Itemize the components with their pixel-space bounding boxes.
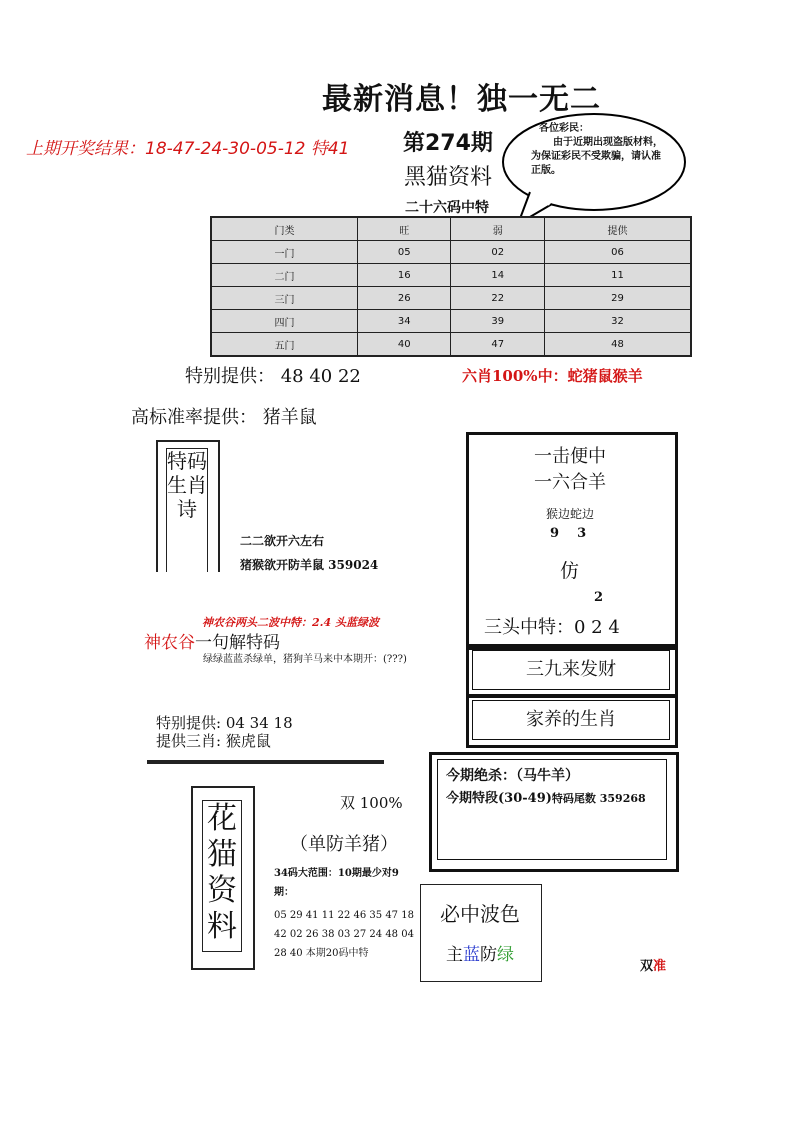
table-cell: 06 (545, 241, 691, 264)
table-cell: 48 (545, 333, 691, 357)
yiji-line1: 一击便中 (534, 446, 606, 467)
shennonggu-suffix: 一句解特码 (195, 633, 280, 653)
yiji-line7: 三头中特：0 2 4 (484, 617, 620, 638)
shuangzhun-b: 准 (653, 959, 667, 974)
kill-a: 今期特段 (446, 791, 499, 806)
bizhong-lan: 蓝 (463, 945, 480, 965)
table-row (211, 241, 691, 264)
table-cell: 二门 (211, 264, 357, 287)
table-cell: 40 (357, 333, 451, 357)
sanjiu-text: 三九来发财 (472, 650, 670, 690)
huamao-range: 34码大范围：10期最少对9期： (274, 868, 399, 898)
kill-line1: 今期绝杀：（马牛羊） (446, 768, 579, 784)
yiji-line4: 9 3 (550, 526, 587, 541)
table-cell: 26 (357, 287, 451, 310)
huamao-shuang: 双 100% (340, 794, 403, 812)
table-header-row (211, 217, 691, 241)
table-row (211, 287, 691, 310)
table-header: 门类 (211, 217, 357, 241)
table-cell: 29 (545, 287, 691, 310)
table-cell: 一门 (211, 241, 357, 264)
source-name: 黑猫资料 (404, 165, 493, 190)
table-cell: 三门 (211, 287, 357, 310)
shennonggu-desc: 绿绿蓝蓝杀绿单，猪狗羊马来中本期开：(???) (203, 654, 407, 665)
bizhong-fang: 防 (480, 945, 497, 965)
bizhong-zhu: 主 (446, 945, 463, 965)
huamao-danfang: （单防羊猪） (290, 834, 398, 855)
shennonggu-red-line: 神农谷两头二波中特：2.4 头蓝绿波 (202, 616, 379, 629)
special-offer-2: 特别提供: 04 34 18 (156, 714, 293, 732)
bubble-text (531, 122, 663, 178)
six-xiao: 六肖100%中：蛇猪鼠猴羊 (462, 367, 643, 385)
bizhong-main (420, 940, 540, 965)
shuangzhun (640, 955, 666, 974)
shennonggu-name: 神农谷 (144, 633, 195, 653)
table-cell: 34 (357, 310, 451, 333)
high-standard-offer: 高标准率提供： 猪羊鼠 (131, 407, 317, 428)
table-row (211, 333, 691, 357)
previous-result: 上期开奖结果：18-47-24-30-05-12 特41 (26, 139, 350, 159)
yiji-line3: 猴边蛇边 (545, 507, 594, 521)
table-cell: 22 (451, 287, 545, 310)
bubble-body: 由于近期出现盗版材料，为保证彩民不受欺骗，请认准正版。 (531, 137, 663, 176)
special-offer: 特别提供： 48 40 22 (185, 366, 361, 387)
poem-line-2: 猪猴欲开防羊鼠 359024 (240, 558, 379, 572)
table-cell: 11 (545, 264, 691, 287)
table-cell: 四门 (211, 310, 357, 333)
table-cell: 32 (545, 310, 691, 333)
table-row (211, 310, 691, 333)
poem-title: 特码生肖诗 (166, 448, 208, 576)
shuangzhun-a: 双 (640, 959, 654, 974)
table-cell: 02 (451, 241, 545, 264)
kill-c: 特码尾数 359268 (551, 792, 646, 805)
yiji-line5: 仿 (560, 560, 580, 582)
kill-line2 (446, 787, 646, 806)
issue-number: 第274期 (403, 131, 493, 156)
table-row (211, 264, 691, 287)
number-table (210, 216, 692, 357)
bizhong-title: 必中波色 (440, 902, 520, 926)
huamao-numbers: 05 29 41 11 22 46 35 47 18 42 02 26 38 03 27 24 48 04 28 40 本期20码中特 (274, 910, 414, 959)
huamao-title: 花猫资料 (202, 800, 242, 952)
table-cell: 47 (451, 333, 545, 357)
poem-line-1: 二二欲开六左右 (240, 534, 325, 548)
three-xiao: 提供三肖: 猴虎鼠 (156, 732, 271, 750)
yiji-line6: 2 (594, 590, 604, 605)
bizhong-lv: 绿 (497, 945, 514, 965)
divider (147, 760, 384, 764)
table-caption: 二十六码中特 (405, 200, 489, 216)
page-title: 最新消息！独一无二 (322, 82, 601, 117)
table-cell: 14 (451, 264, 545, 287)
table-header: 提供 (545, 217, 691, 241)
table-cell: 39 (451, 310, 545, 333)
kill-b: (30-49) (498, 791, 552, 806)
table-cell: 16 (357, 264, 451, 287)
yiji-line2: 一六合羊 (534, 472, 606, 493)
table-cell: 05 (357, 241, 451, 264)
table-header: 弱 (451, 217, 545, 241)
jiayang-text: 家养的生肖 (472, 700, 670, 740)
bubble-title: 各位彩民： (539, 123, 589, 134)
table-cell: 五门 (211, 333, 357, 357)
table-header: 旺 (357, 217, 451, 241)
white-cover (130, 572, 465, 608)
